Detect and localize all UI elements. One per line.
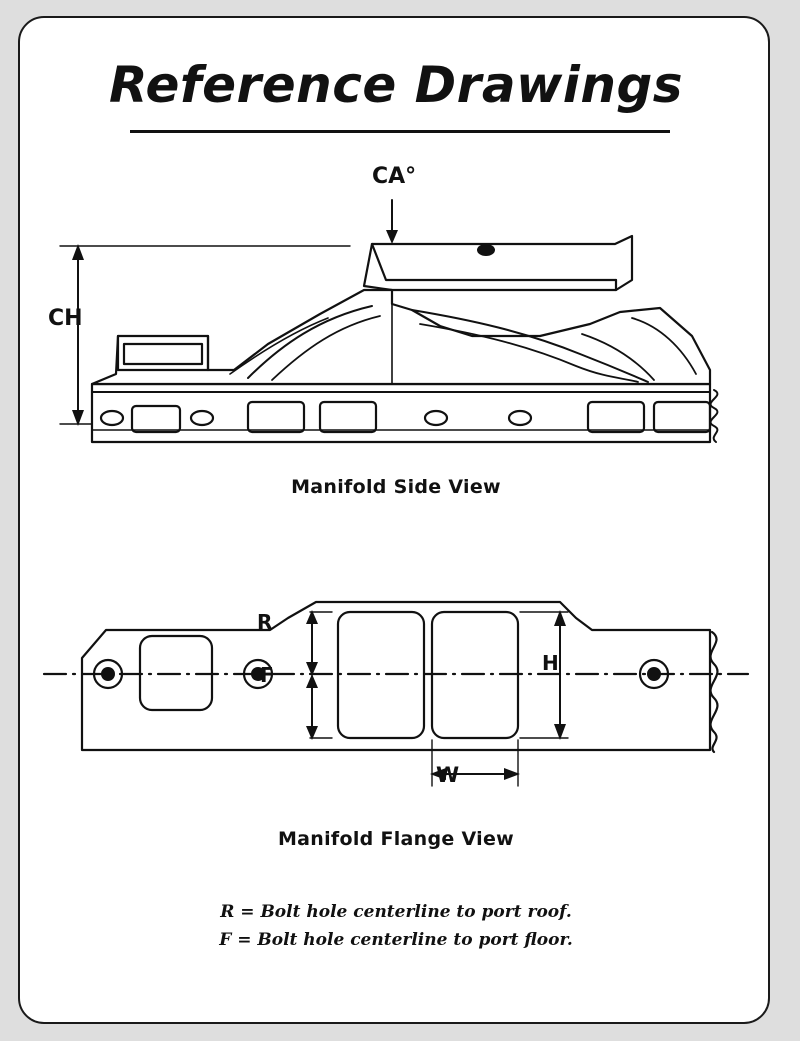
caption-side-view: Manifold Side View: [291, 476, 501, 498]
legend-line-f: F = Bolt hole centerline to port floor.: [219, 930, 573, 950]
dimension-label-ca: CA°: [372, 164, 417, 189]
dimension-label-r: R: [257, 610, 273, 634]
caption-flange-view: Manifold Flange View: [277, 828, 515, 850]
dimension-label-w: W: [436, 763, 460, 787]
page-title: Reference Drawings: [108, 56, 684, 114]
dimension-label-h: H: [542, 651, 559, 675]
dimension-label-f: F: [260, 663, 274, 687]
flange-view-group: [44, 602, 748, 786]
reference-drawings-card: [18, 16, 770, 1024]
dimension-label-ch: CH: [48, 306, 83, 331]
legend-line-r: R = Bolt hole centerline to port roof.: [220, 902, 572, 922]
side-view-group: [60, 200, 717, 442]
